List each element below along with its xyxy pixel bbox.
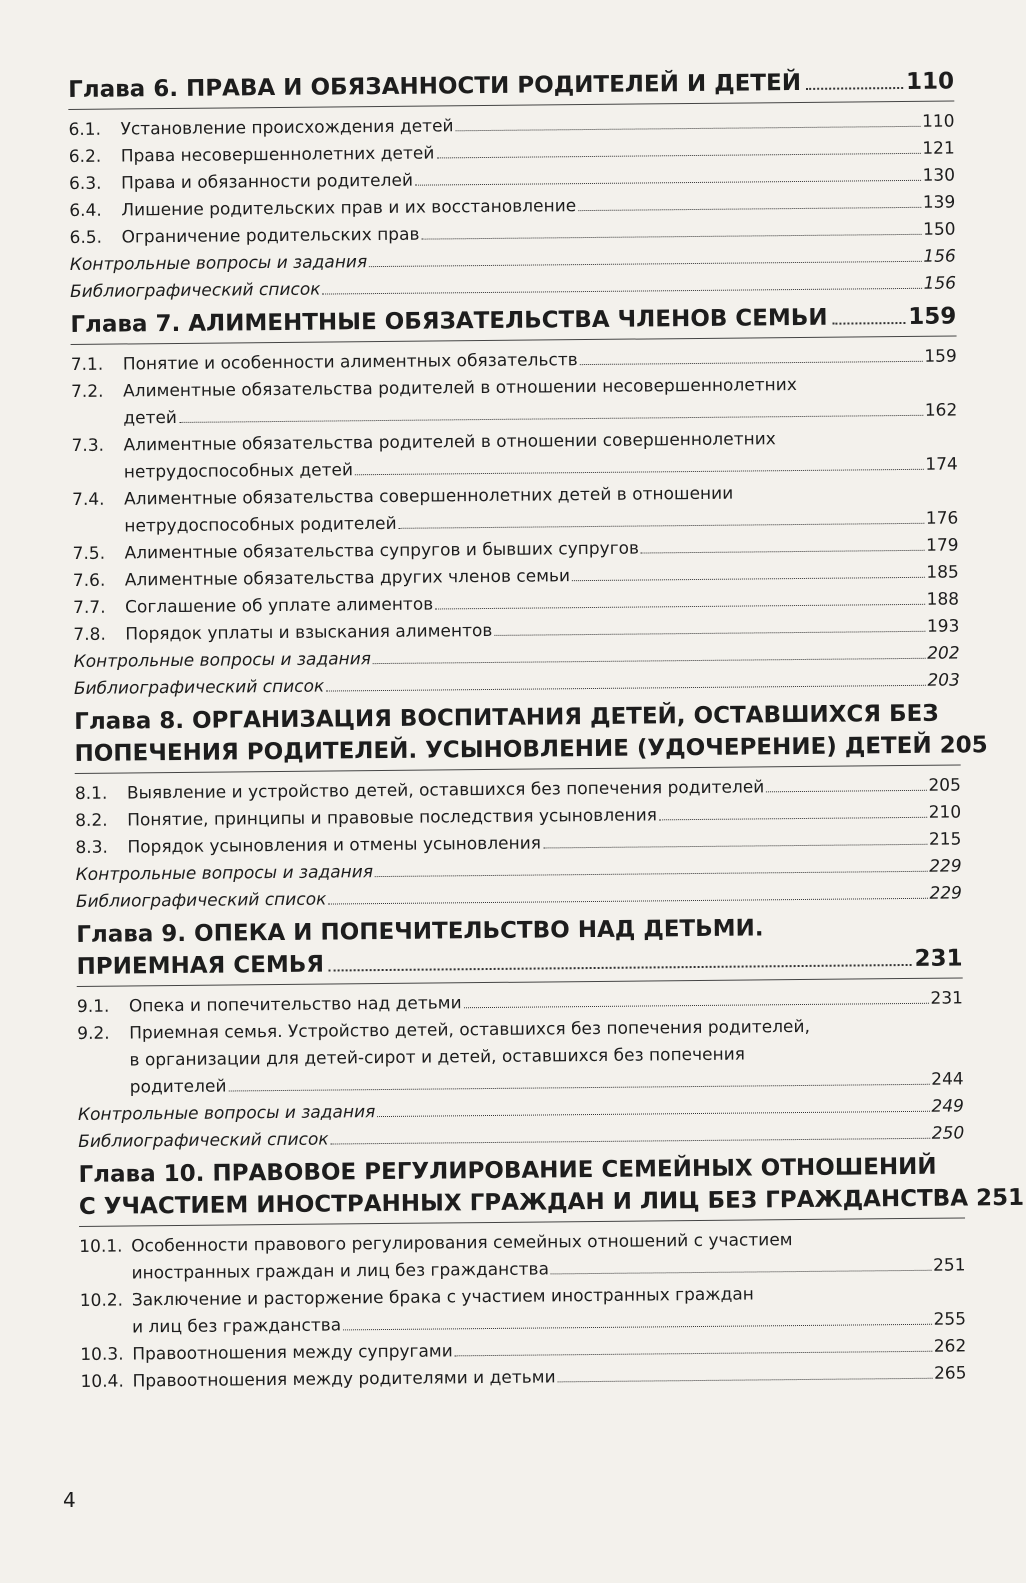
dot-leader	[377, 1111, 929, 1117]
section-title	[123, 424, 957, 486]
section-title-line: Заключение и расторжение брака с участием иностранных граждан	[131, 1284, 754, 1311]
section-page-number: 176	[925, 508, 959, 529]
chapter-6	[68, 65, 956, 305]
entry-text: Права и обязанности родителей	[120, 170, 414, 194]
chapter-title-line: Глава 8. ОРГАНИЗАЦИЯ ВОСПИТАНИЯ ДЕТЕЙ, ОСТАВШИХСЯ БЕЗ	[74, 700, 939, 735]
entry-text: Контрольные вопросы и задания	[69, 252, 368, 275]
section-title	[132, 1279, 966, 1341]
entry-text: Глава 6. ПРАВА И ОБЯЗАННОСТИ РОДИТЕЛЕЙ И ДЕТЕЙ	[68, 69, 802, 103]
chapter-heading	[78, 1150, 1025, 1227]
extra-page-number: 249	[931, 1096, 965, 1117]
section-number: 7.5.	[72, 543, 106, 564]
section-page-number: 244	[931, 1069, 964, 1090]
chapter-page-number: 110	[905, 68, 955, 95]
chapter-heading	[68, 65, 954, 110]
entry-text: Библиографический список	[69, 279, 321, 302]
entry-text: Контрольные вопросы и задания	[73, 649, 372, 672]
chapter-heading	[76, 910, 963, 987]
dot-leader	[543, 844, 927, 849]
entry-text: С УЧАСТИЕМ ИНОСТРАННЫХ ГРАЖДАН И ЛИЦ БЕЗ ГРАЖДАНСТВА	[78, 1185, 969, 1220]
entry-text: детей	[123, 407, 178, 429]
entry-text: Права несовершеннолетних детей	[120, 143, 435, 167]
extra-page-number: 203	[927, 670, 960, 691]
entry-text: Понятие, принципы и правовые последствия усыновления	[127, 805, 658, 831]
extra-page-number: 250	[931, 1123, 965, 1144]
section-number: 7.6.	[72, 570, 106, 591]
dot-leader	[558, 1378, 932, 1383]
entry-text: Библиографический список	[78, 1129, 329, 1152]
entry-text: Порядок уплаты и взыскания алиментов	[125, 620, 493, 645]
dot-leader	[329, 964, 912, 972]
section-title	[131, 1225, 965, 1287]
entry-text: Алиментные обязательства других членов семьи	[124, 566, 571, 591]
dot-leader	[435, 604, 924, 610]
page-number: 4	[63, 1488, 76, 1512]
section-title-line: в организации для детей-сирот и детей, оставшихся без попечения	[129, 1044, 746, 1071]
section-page-number: 159	[924, 346, 957, 367]
chapter-title-line: Глава 10. ПРАВОВОЕ РЕГУЛИРОВАНИЕ СЕМЕЙНЫХ ОТНОШЕНИЙ	[78, 1153, 937, 1188]
dot-leader	[641, 550, 924, 554]
extra-page-number: 156	[923, 246, 956, 267]
section-title	[124, 478, 958, 540]
section-title	[129, 1012, 964, 1101]
entry-text: Порядок усыновления и отмены усыновления	[127, 833, 542, 858]
entry-text: Правоотношения между родителями и детьми	[132, 1367, 556, 1392]
section-page-number: 174	[925, 454, 958, 475]
section-page-number: 205	[928, 775, 961, 796]
section-page-number: 255	[933, 1309, 967, 1330]
entry-text: ПРИЕМНАЯ СЕМЬЯ	[76, 951, 325, 980]
section-number: 9.2.	[77, 1023, 110, 1044]
dot-leader	[833, 322, 906, 325]
dot-leader	[326, 685, 925, 692]
dot-leader	[422, 234, 922, 240]
dot-leader	[355, 469, 923, 475]
section-number: 7.3.	[71, 435, 105, 456]
dot-leader	[415, 180, 921, 186]
dot-leader	[328, 898, 927, 905]
section-entry	[77, 1012, 964, 1102]
section-entry	[72, 478, 958, 541]
section-page-number: 130	[922, 165, 956, 186]
section-number: 7.8.	[73, 624, 106, 645]
section-number: 6.3.	[68, 173, 102, 194]
dot-leader	[399, 523, 924, 529]
dot-leader	[228, 1084, 929, 1092]
dot-leader	[659, 817, 927, 821]
section-number: 6.4.	[69, 200, 102, 221]
entry-text: Ограничение родительских прав	[121, 224, 420, 248]
entry-text: Установление происхождения детей	[120, 116, 454, 140]
section-page-number: 110	[921, 111, 955, 132]
section-number: 10.4.	[80, 1371, 124, 1392]
section-number: 6.5.	[69, 227, 103, 248]
section-entry	[71, 370, 957, 433]
section-page-number: 265	[933, 1363, 967, 1384]
dot-leader	[323, 288, 922, 295]
section-entry	[71, 424, 957, 487]
section-page-number: 121	[922, 138, 955, 159]
dot-leader	[436, 153, 920, 159]
section-number: 7.4.	[71, 489, 105, 510]
section-page-number: 188	[926, 589, 960, 610]
section-page-number: 150	[922, 219, 956, 240]
entry-text: Соглашение об уплате алиментов	[125, 594, 434, 618]
entry-text: Глава 7. АЛИМЕНТНЫЕ ОБЯЗАТЕЛЬСТВА ЧЛЕНОВ СЕМЬИ	[70, 304, 828, 338]
section-title	[123, 370, 957, 432]
dot-leader	[343, 1324, 931, 1331]
section-title-line: Приемная семья. Устройство детей, оставшихся без попечения родителей,	[129, 1016, 811, 1044]
extra-page-number: 229	[929, 856, 962, 877]
dot-leader	[806, 87, 903, 90]
entry-text: родителей	[129, 1076, 227, 1098]
section-page-number: 215	[928, 829, 962, 850]
dot-leader	[464, 1003, 929, 1008]
entry-text: Лишение родительских прав и их восстановление	[121, 196, 577, 221]
leader-line	[68, 65, 954, 106]
section-number: 8.3.	[75, 837, 108, 858]
dot-leader	[455, 1351, 932, 1357]
section-title-line: Алиментные обязательства родителей в отношении совершеннолетних	[123, 429, 776, 456]
chapter-heading	[74, 697, 988, 774]
chapter-title-line: Глава 9. ОПЕКА И ПОПЕЧИТЕЛЬСТВО НАД ДЕТЬМИ.	[76, 915, 764, 948]
entry-text: иностранных граждан и лиц без гражданства	[131, 1259, 550, 1284]
section-page-number: 139	[922, 192, 956, 213]
chapter-7	[70, 300, 960, 702]
extra-page-number: 202	[927, 643, 960, 664]
entry-text: Библиографический список	[75, 889, 327, 912]
section-number: 10.3.	[80, 1344, 124, 1365]
entry-text: Опека и попечительство над детьми	[128, 993, 462, 1017]
section-number: 6.2.	[68, 146, 102, 167]
dot-leader	[375, 871, 927, 877]
dot-leader	[766, 790, 926, 793]
entry-text: нетрудоспособных детей	[123, 460, 354, 483]
dot-leader	[373, 658, 925, 664]
section-number: 9.1.	[76, 996, 110, 1017]
section-number: 7.1.	[70, 354, 104, 375]
section-number: 7.7.	[73, 597, 106, 618]
section-page-number: 185	[926, 562, 959, 583]
section-page-number: 179	[926, 535, 959, 556]
dot-leader	[456, 126, 921, 131]
chapter-page-number: 231	[914, 945, 963, 972]
section-page-number: 162	[924, 400, 958, 421]
section-title-line: Алиментные обязательства родителей в отношении несовершеннолетних	[122, 375, 797, 402]
chapter-10	[78, 1150, 1025, 1395]
extra-page-number: 156	[923, 273, 957, 294]
extra-page-number: 229	[929, 883, 963, 904]
dot-leader	[179, 415, 923, 423]
section-title-line: Особенности правового регулирования семейных отношений с участием	[131, 1230, 793, 1257]
chapter-page-number: 251	[975, 1184, 1025, 1212]
entry-text: Библиографический список	[73, 676, 325, 699]
table-of-contents	[68, 65, 1025, 1398]
section-number: 10.2.	[79, 1290, 124, 1311]
entry-text: Контрольные вопросы и задания	[75, 862, 374, 885]
chapter-page-number: 205	[939, 732, 988, 759]
dot-leader	[580, 361, 923, 365]
section-number: 6.1.	[68, 119, 102, 140]
entry-text: Выявление и устройство детей, оставшихся без попечения родителей	[126, 777, 765, 804]
section-number: 10.1.	[79, 1236, 123, 1257]
chapter-8	[74, 697, 988, 915]
entry-text: ПОПЕЧЕНИЯ РОДИТЕЛЕЙ. УСЫНОВЛЕНИЕ (УДОЧЕРЕНИЕ) ДЕТЕЙ	[74, 732, 932, 767]
section-number: 8.2.	[75, 810, 108, 831]
section-number: 8.1.	[74, 783, 108, 804]
chapter-heading	[70, 300, 956, 345]
chapter-page-number: 159	[908, 303, 957, 330]
dot-leader	[578, 207, 921, 211]
dot-leader	[494, 631, 925, 636]
dot-leader	[369, 261, 921, 267]
entry-text: Алиментные обязательства супругов и бывших супругов	[124, 538, 640, 564]
entry-text: Правоотношения между супругами	[132, 1341, 453, 1365]
dot-leader	[551, 1270, 931, 1275]
section-page-number: 193	[926, 616, 960, 637]
entry-text: Понятие и особенности алиментных обязательств	[122, 350, 578, 375]
section-page-number: 210	[928, 802, 962, 823]
section-entry	[80, 1279, 966, 1342]
section-entry	[79, 1225, 965, 1288]
section-page-number: 231	[930, 988, 964, 1009]
leader-line	[70, 300, 956, 341]
chapter-9	[76, 910, 964, 1155]
entry-text: и лиц без гражданства	[131, 1315, 342, 1338]
entry-text: Контрольные вопросы и задания	[77, 1102, 376, 1125]
dot-leader	[331, 1138, 930, 1145]
section-page-number: 262	[933, 1336, 967, 1357]
entry-text: нетрудоспособных родителей	[124, 513, 397, 537]
dot-leader	[572, 577, 924, 581]
section-title-line: Алиментные обязательства совершеннолетних детей в отношении	[123, 483, 734, 510]
section-number: 7.2.	[70, 381, 104, 402]
section-page-number: 251	[932, 1255, 966, 1276]
